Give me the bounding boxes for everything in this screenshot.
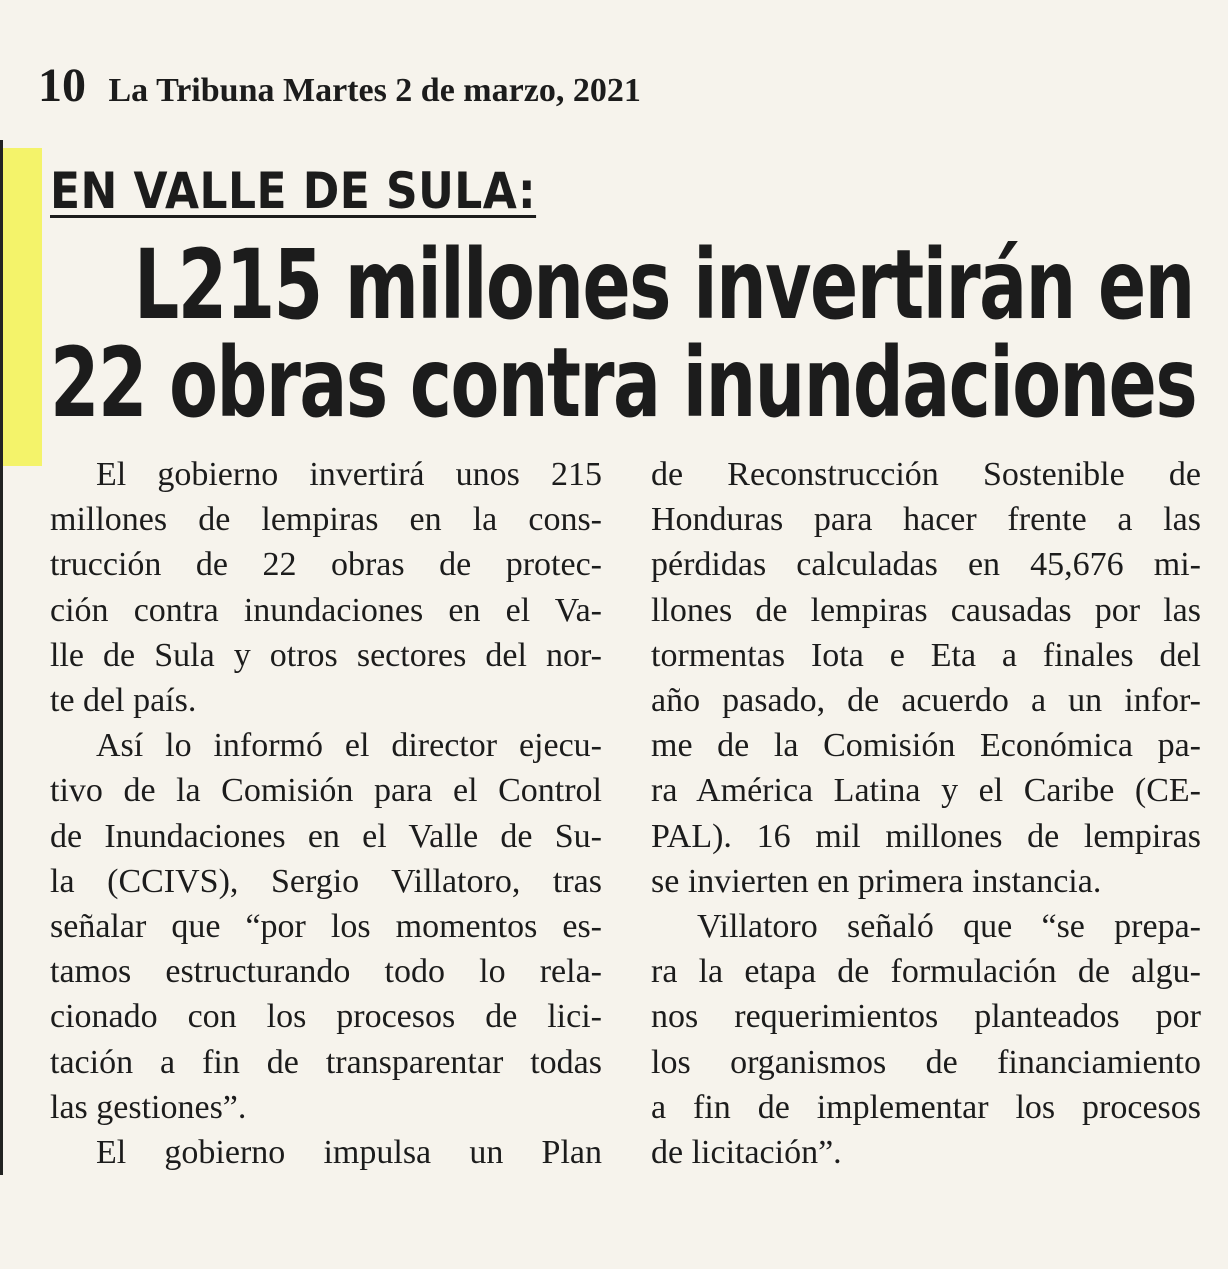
text-line: ra la etapa de formulación de algu- <box>651 953 1201 991</box>
text-line: me de la Comisión Económica pa- <box>651 727 1201 765</box>
text-line: tivo de la Comisión para el Control <box>50 772 602 810</box>
text-line: Así lo informó el director ejecu- <box>96 727 602 765</box>
text-line: PAL). 16 mil millones de lempiras <box>651 817 1201 855</box>
text-line: te del país. <box>50 682 197 720</box>
text-line: El gobierno invertirá unos 215 <box>96 456 602 493</box>
text-line: llones de lempiras causadas por las <box>651 591 1201 629</box>
headline-line: 22 obras contra inundaciones <box>50 327 1197 439</box>
text-line: señalar que “por los momentos es- <box>50 908 602 946</box>
text-line: ción contra inundaciones en el Va- <box>50 591 602 629</box>
text-line: tación a fin de transparentar todas <box>50 1043 602 1081</box>
highlighter-mark <box>0 148 42 466</box>
publication-date: Martes 2 de marzo, 2021 <box>282 72 641 109</box>
text-line: de Inundaciones en el Valle de Su- <box>50 817 602 855</box>
article-headline <box>50 229 1200 439</box>
text-line: pérdidas calculadas en 45,676 mi- <box>651 546 1201 584</box>
text-line: las gestiones”. <box>50 1088 247 1126</box>
text-line: Villatoro señaló que “se prepa- <box>697 908 1201 946</box>
text-line: tormentas Iota e Eta a finales del <box>651 636 1201 674</box>
page-number: 10 <box>38 59 86 112</box>
article-column-right <box>651 452 1201 1175</box>
text-line: ra América Latina y el Caribe (CE- <box>651 772 1201 810</box>
text-line: lle de Sula y otros sectores del nor- <box>50 636 602 674</box>
text-line: de licitación”. <box>651 1134 842 1172</box>
headline-line: L215 millones invertirán en <box>134 229 1194 341</box>
text-line: la (CCIVS), Sergio Villatoro, tras <box>50 862 602 900</box>
text-line: se invierten en primera instancia. <box>651 862 1102 900</box>
text-line: tamos estructurando todo lo rela- <box>50 953 602 991</box>
article-kicker: EN VALLE DE SULA: <box>50 162 537 220</box>
text-line: nos requerimientos planteados por <box>651 998 1201 1036</box>
page-header <box>38 58 641 113</box>
text-line: millones de lempiras en la cons- <box>50 501 602 539</box>
article-column-left <box>50 452 602 1175</box>
text-line: El gobierno impulsa un Plan <box>96 1134 602 1172</box>
text-line: a fin de implementar los procesos <box>651 1088 1201 1126</box>
publication-name: La Tribuna <box>108 72 275 109</box>
text-line: Honduras para hacer frente a las <box>651 501 1201 539</box>
text-line: trucción de 22 obras de protec- <box>50 546 602 584</box>
text-line: cionado con los procesos de lici- <box>50 998 602 1036</box>
text-line: los organismos de financiamiento <box>651 1043 1201 1081</box>
text-line: año pasado, de acuerdo a un infor- <box>651 682 1201 720</box>
text-line: de Reconstrucción Sostenible de <box>651 456 1201 493</box>
left-rule <box>0 140 3 1175</box>
